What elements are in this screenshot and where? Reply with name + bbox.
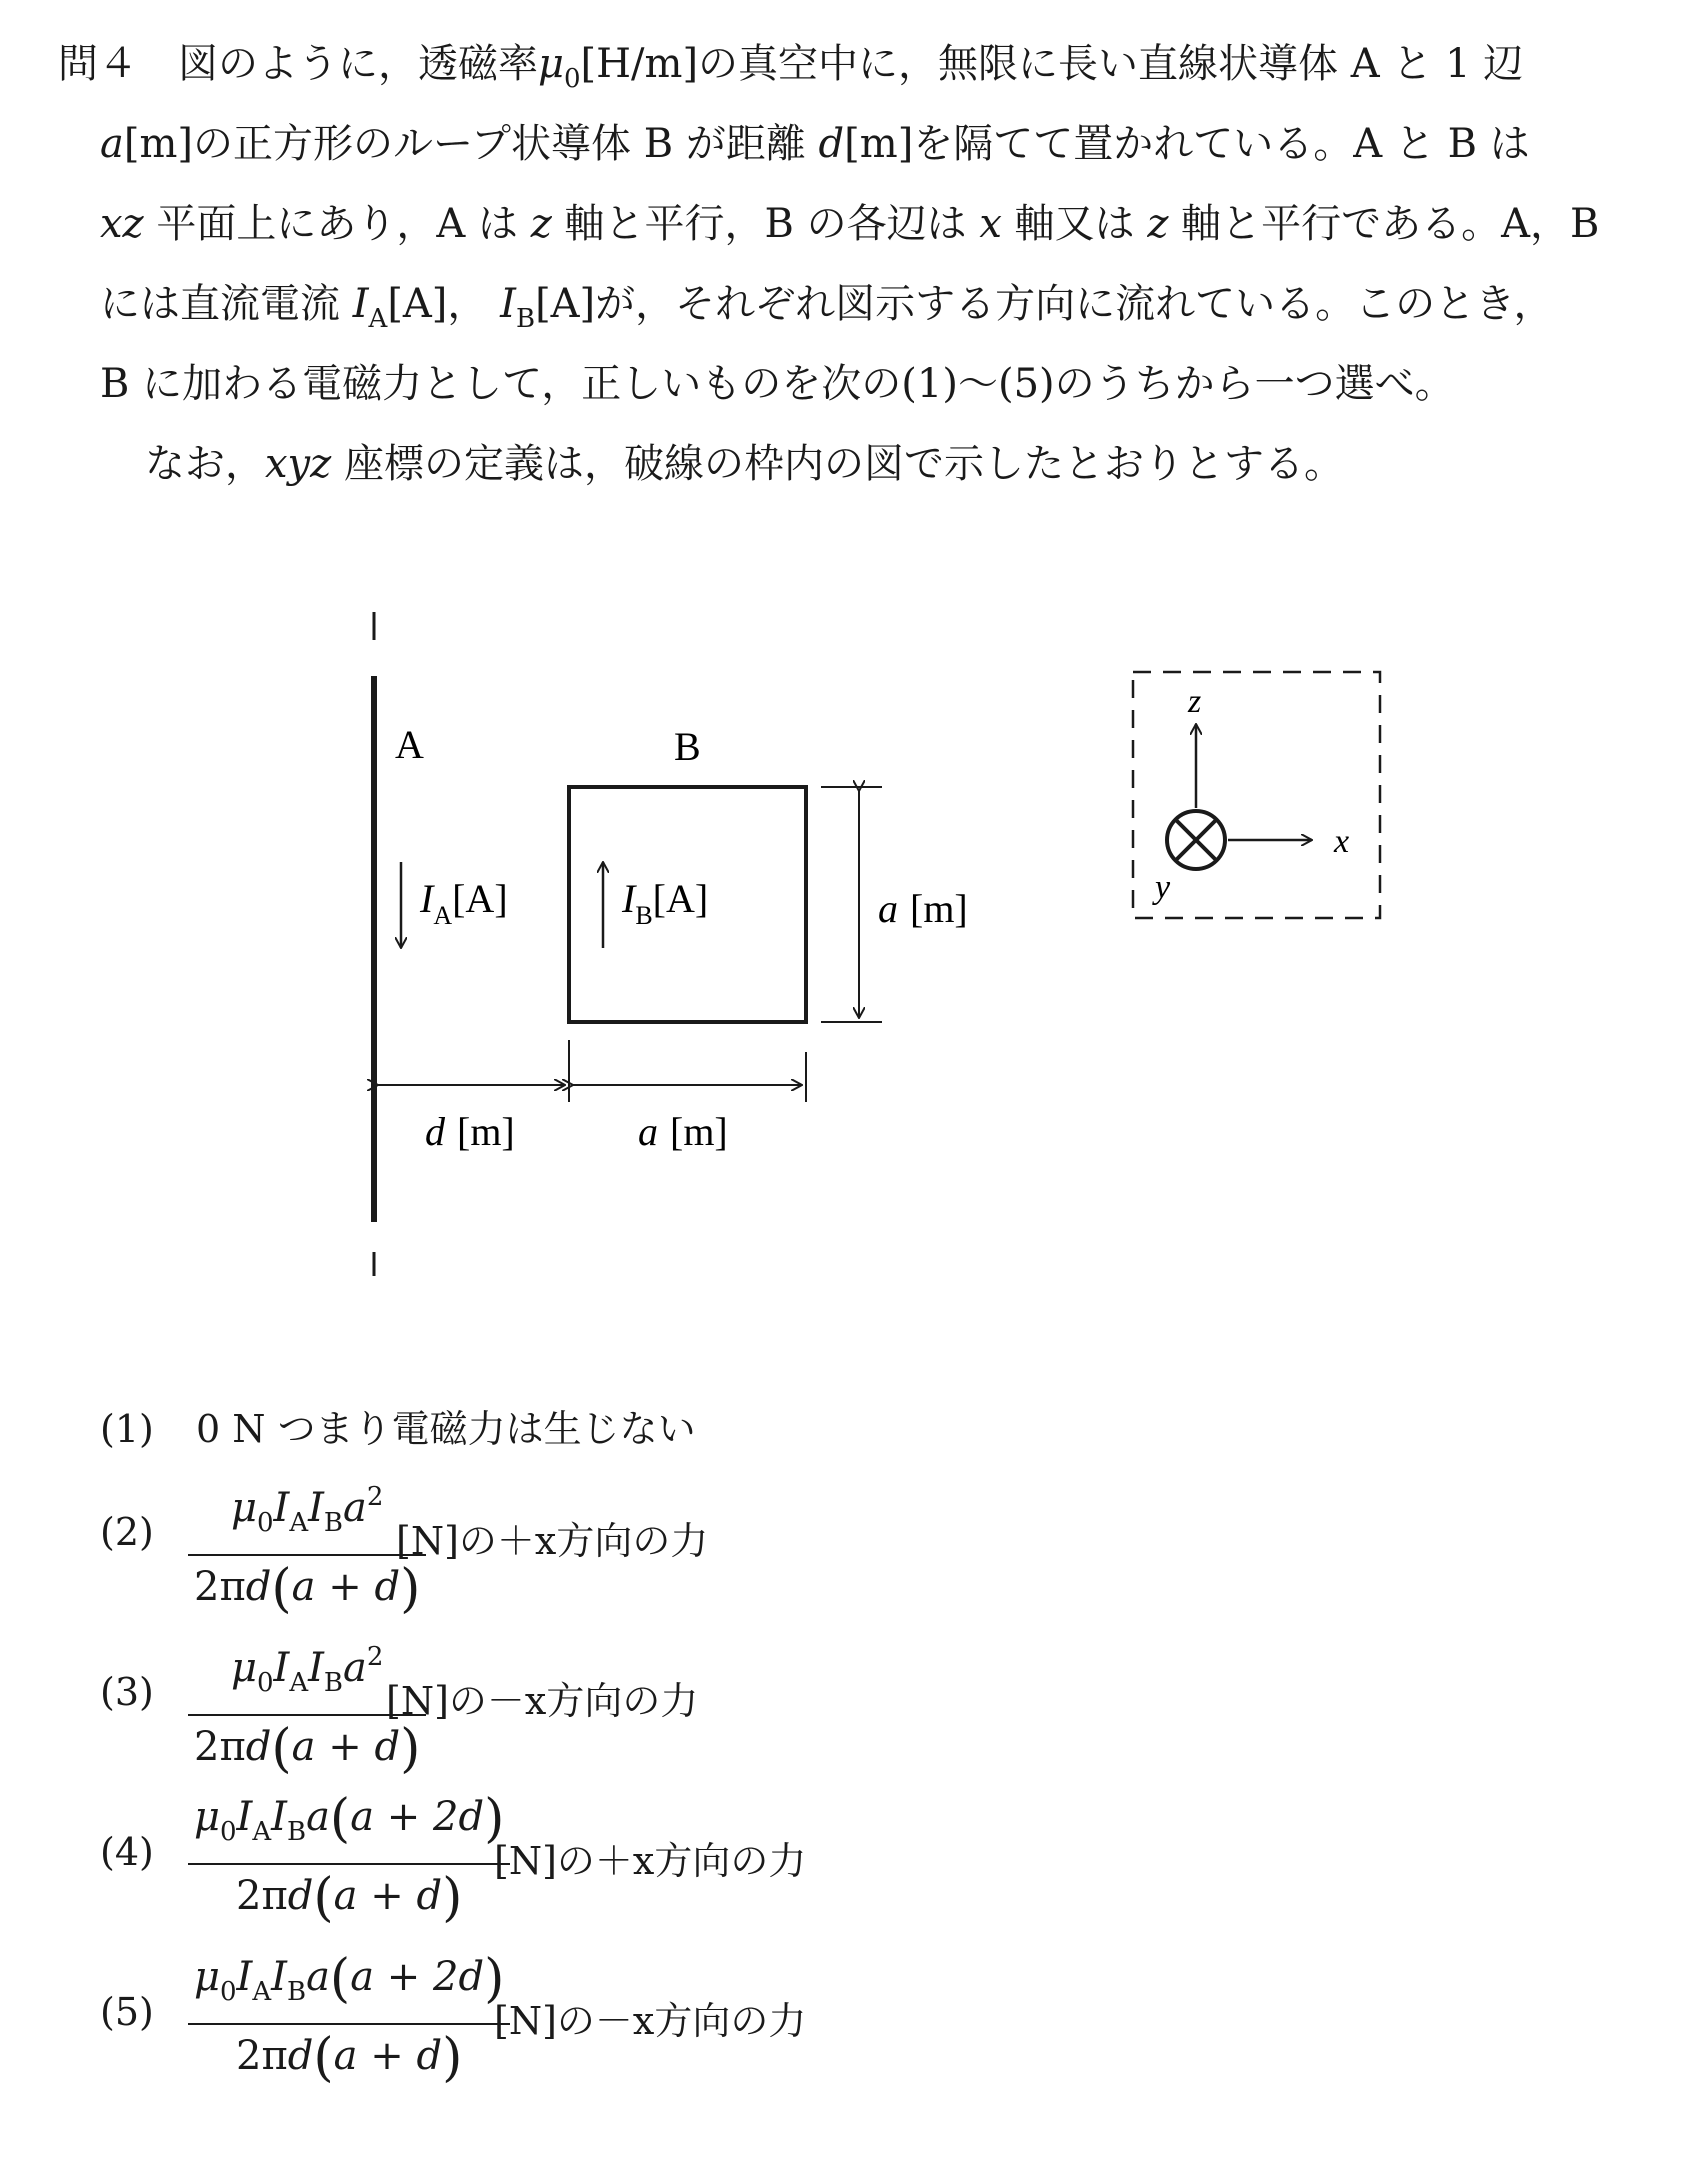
choice-4-fraction-bar <box>188 1863 510 1865</box>
question-line-6: なお，xyz 座標の定義は，破線の枠内の図で示したとおりとする。 <box>145 441 1344 487</box>
choice-5-denominator: 2πd(a + d) <box>236 2028 463 2088</box>
choice-2-numerator: $\mu_0I_AI_Ba^2$ <box>230 1482 384 1538</box>
dim-a-unit: [m] <box>670 1109 728 1154</box>
svg-text:d[m] <box>425 1109 515 1154</box>
choice-5[interactable] <box>100 1949 900 2088</box>
dim-a-symbol: a <box>638 1109 658 1154</box>
choice-4-numerator: $\mu_0I_AI_Ba(a + 2d)$ <box>194 1789 505 1849</box>
choice-2-fraction <box>188 1470 426 1619</box>
choice-3-denominator: 2πd(a + d) <box>194 1719 421 1779</box>
svg-text:IA[A] <box>419 876 508 930</box>
current-a-symbol: I <box>420 876 434 921</box>
dim-d-symbol: d <box>425 1109 445 1154</box>
choice-1-number: (1) <box>100 1407 154 1451</box>
dim-side-a-unit: [m] <box>910 886 968 931</box>
current-b-unit: [A] <box>652 876 709 921</box>
question-number: 問４ <box>58 41 138 87</box>
current-b-symbol: I <box>622 876 636 921</box>
axis-y-label: y <box>1155 869 1171 906</box>
choice-4-fraction <box>188 1789 510 1928</box>
svg-text:a[m] <box>638 1109 728 1154</box>
choice-3-tail: [N]の－x方向の力 <box>386 1679 699 1723</box>
choice-5-numerator: $\mu_0I_AI_Ba(a + 2d)$ <box>194 1949 505 2009</box>
choice-1[interactable] <box>100 1398 696 1453</box>
dim-side-a-symbol: a <box>878 886 898 931</box>
choice-2[interactable] <box>100 1470 800 1619</box>
choice-4-denominator: 2πd(a + d) <box>236 1868 463 1928</box>
svg-text:IB[A] <box>621 876 708 930</box>
question-line-4: には直流電流 $I_A[A]$， $I_B[A]$が，それぞれ図示する方向に流れている。このとき， <box>100 281 1554 334</box>
label-b: B <box>674 724 701 769</box>
question-line-3: xz 平面上にあり，A は z 軸と平行，B の各辺は x 軸又は z 軸と平行である。A，B <box>100 201 1600 247</box>
dim-d-unit: [m] <box>457 1109 515 1154</box>
choice-2-fraction-bar <box>188 1554 426 1556</box>
choice-2-denominator: 2πd(a + d) <box>194 1559 421 1619</box>
question-line-2: a[m]の正方形のループ状導体 B が距離 d[m]を隔てて置かれている。A と B は <box>100 121 1530 167</box>
label-a: A <box>395 722 424 767</box>
axis-x-label: x <box>1334 823 1350 860</box>
question-line-5: B に加わる電磁力として，正しいものを次の(1)～(5)のうちから一つ選べ。 <box>100 361 1455 407</box>
current-b-subscript: B <box>635 901 653 930</box>
choice-2-number: (2) <box>100 1510 154 1554</box>
question-line-1: 問４ 図のように，透磁率$\mu_0[H/m]$の真空中に，無限に長い直線状導体 A と 1 辺 <box>58 41 1524 94</box>
choice-5-fraction <box>188 1949 510 2088</box>
choice-4-tail: [N]の＋x方向の力 <box>494 1839 807 1883</box>
choice-5-fraction-bar <box>188 2023 510 2025</box>
choice-4-number: (4) <box>100 1830 154 1874</box>
current-a-subscript: A <box>433 901 453 930</box>
axis-z-label: z <box>1188 683 1202 720</box>
choice-3-number: (3) <box>100 1670 154 1714</box>
svg-text:a[m] <box>878 886 968 931</box>
choice-2-tail: [N]の＋x方向の力 <box>396 1519 709 1563</box>
current-a-unit: [A] <box>452 876 508 921</box>
choice-5-tail: [N]の－x方向の力 <box>494 1999 807 2043</box>
choice-3-numerator: $\mu_0I_AI_Ba^2$ <box>230 1642 384 1698</box>
choice-5-number: (5) <box>100 1990 154 2034</box>
choice-1-text: 0 N つまり電磁力は生じない <box>196 1407 696 1451</box>
choice-3[interactable] <box>100 1630 800 1779</box>
choice-4[interactable] <box>100 1789 900 1928</box>
